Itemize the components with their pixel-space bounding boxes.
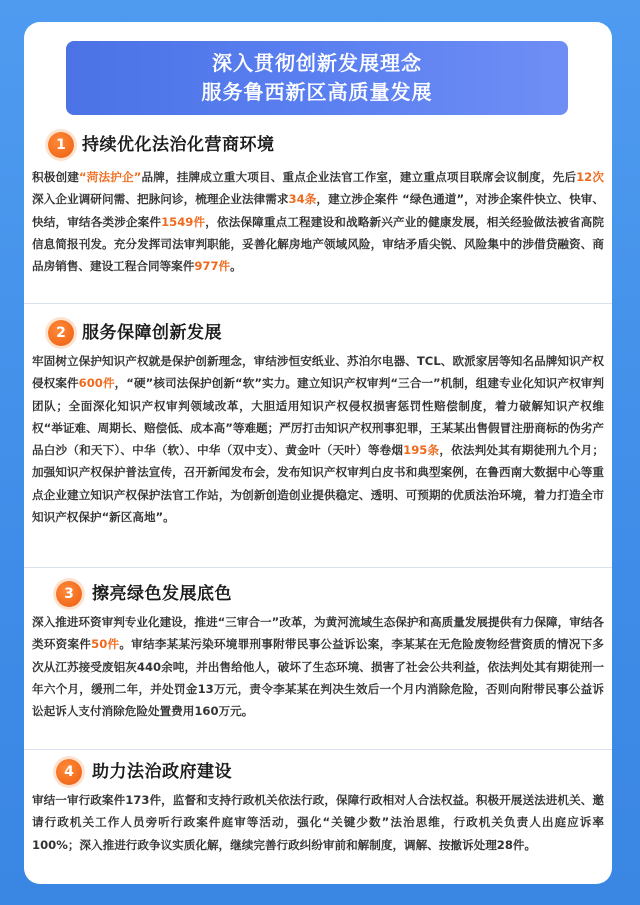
text-run: 牢固树立保护知识产权就是保护创新理念，审结涉恒安纸业、苏泊尔电器、TCL、欧派家居等知名品牌知识产权侵权案件 [32,354,604,391]
text-run: ，依法判处其有期徒刑九个月；加强知识产权保护普法宣传，召开新闻发布会，发布知识产权审判白皮书和典型案例，在鲁西南大数据中心等重点企业建立知识产权保护法官工作站，为创新创造创业提供稳定、透明、可预期的优质法治环境，着力打造全市知识产权保护“新区高地”。 [32,443,604,525]
section-divider [24,567,612,568]
section-1 [24,128,612,274]
section-title: 持续优化法治化营商环境 [82,135,275,155]
section-paragraph [32,789,604,856]
highlight-text: “菏法护企” [78,170,142,184]
section-2-header [24,318,612,348]
section-paragraph [32,350,604,528]
text-run: ，“硬”核司法保护创新“软”实力。建立知识产权审判“三合一”机制，组建专业化知识产权审判团队；全面深化知识产权审判领域改革，大胆适用知识产权侵权损害惩罚性赔偿制度，着力破解知识产权维权“举证难、周期长、赔偿低、成本高”等难题；严厉打击知识产权刑事犯罪，王某某出售假冒注册商标的伪劣产品白沙（和天下）、中华（软）、中华（双中支）、黄金叶（天叶）等卷烟 [32,376,604,458]
text-run: 。 [230,259,242,274]
section-paragraph [32,611,604,722]
text-run: ，依法保障重点工程建设和战略新兴产业的健康发展，相关经验做法被省高院信息简报刊发。充分发挥司法审判职能，妥善化解房地产领域风险，审结矛盾尖锐、风险集中的涉借贷融资、商品房销售、建设工程合同等案件 [32,214,604,274]
section-divider [24,749,612,750]
title-banner [66,41,568,115]
section-3-header [24,579,612,609]
section-number-badge: 3 [56,581,82,607]
section-divider [24,303,612,304]
section-1-header [24,128,612,158]
text-run: 。审结李某某污染环境罪刑事附带民事公益诉讼案，李某某在无危险废物经营资质的情况下多次从江苏接受废铝灰440余吨，并出售给他人，破坏了生态环境、损害了社会公共利益，依法判处其有期徒刑一年六个月，缓刑二年，并处罚金13万元，责令李某某在判决生效后一个月内消除危险，否则向附带民事公益诉讼起诉人支付消除危险处置费用160万元。 [32,637,604,719]
section-paragraph [32,166,604,277]
text-run: 品牌，挂牌成立重大项目、重点企业法官工作室，建立重点项目联席会议制度，先后 [141,170,577,184]
highlight-number: 34条 [288,192,317,207]
highlight-number: 600件 [78,376,115,391]
text-run: 审结一审行政案件173件，监督和支持行政机关依法行政，保障行政相对人合法权益。积极开展送法进机关、邀请行政机关工作人员旁听行政案件庭审等活动，强化“关键少数”法治思维，行政机关负责人出庭应诉率100%；深入推进行政争议实质化解，继续完善行政纠纷审前和解制度，调解、按撤诉处理28件。 [32,793,604,852]
section-number-badge: 1 [48,132,74,158]
section-number-badge: 4 [56,759,82,785]
section-number-badge: 2 [48,320,74,346]
highlight-number: 195条 [403,443,440,458]
section-title: 服务保障创新发展 [82,323,222,343]
highlight-number: 977件 [194,259,231,274]
section-3 [24,579,612,719]
highlight-number: 50件 [91,637,120,652]
banner-line-1: 深入贯彻创新发展理念 [212,51,422,75]
text-run: 深入企业调研问需、把脉问诊，梳理企业法律需求 [32,192,289,207]
text-run: 积极创建 [32,170,79,184]
text-run: 深入推进环资审判专业化建设，推进“三审合一”改革，为黄河流域生态保护和高质量发展提供有力保障，审结各类环资案件 [32,615,604,652]
section-4 [24,757,612,852]
text-run: ，建立涉企案件 “绿色通道”，对涉企案件快立、快审、快结，审结各类涉企案件 [32,192,604,229]
section-4-header [24,757,612,787]
banner-line-2: 服务鲁西新区高质量发展 [201,80,433,104]
highlight-number: 1549件 [161,214,206,229]
section-title: 助力法治政府建设 [92,762,232,782]
section-2 [24,318,612,525]
section-title: 擦亮绿色发展底色 [92,584,232,604]
highlight-number: 12次 [576,170,604,184]
content-card [24,22,612,884]
